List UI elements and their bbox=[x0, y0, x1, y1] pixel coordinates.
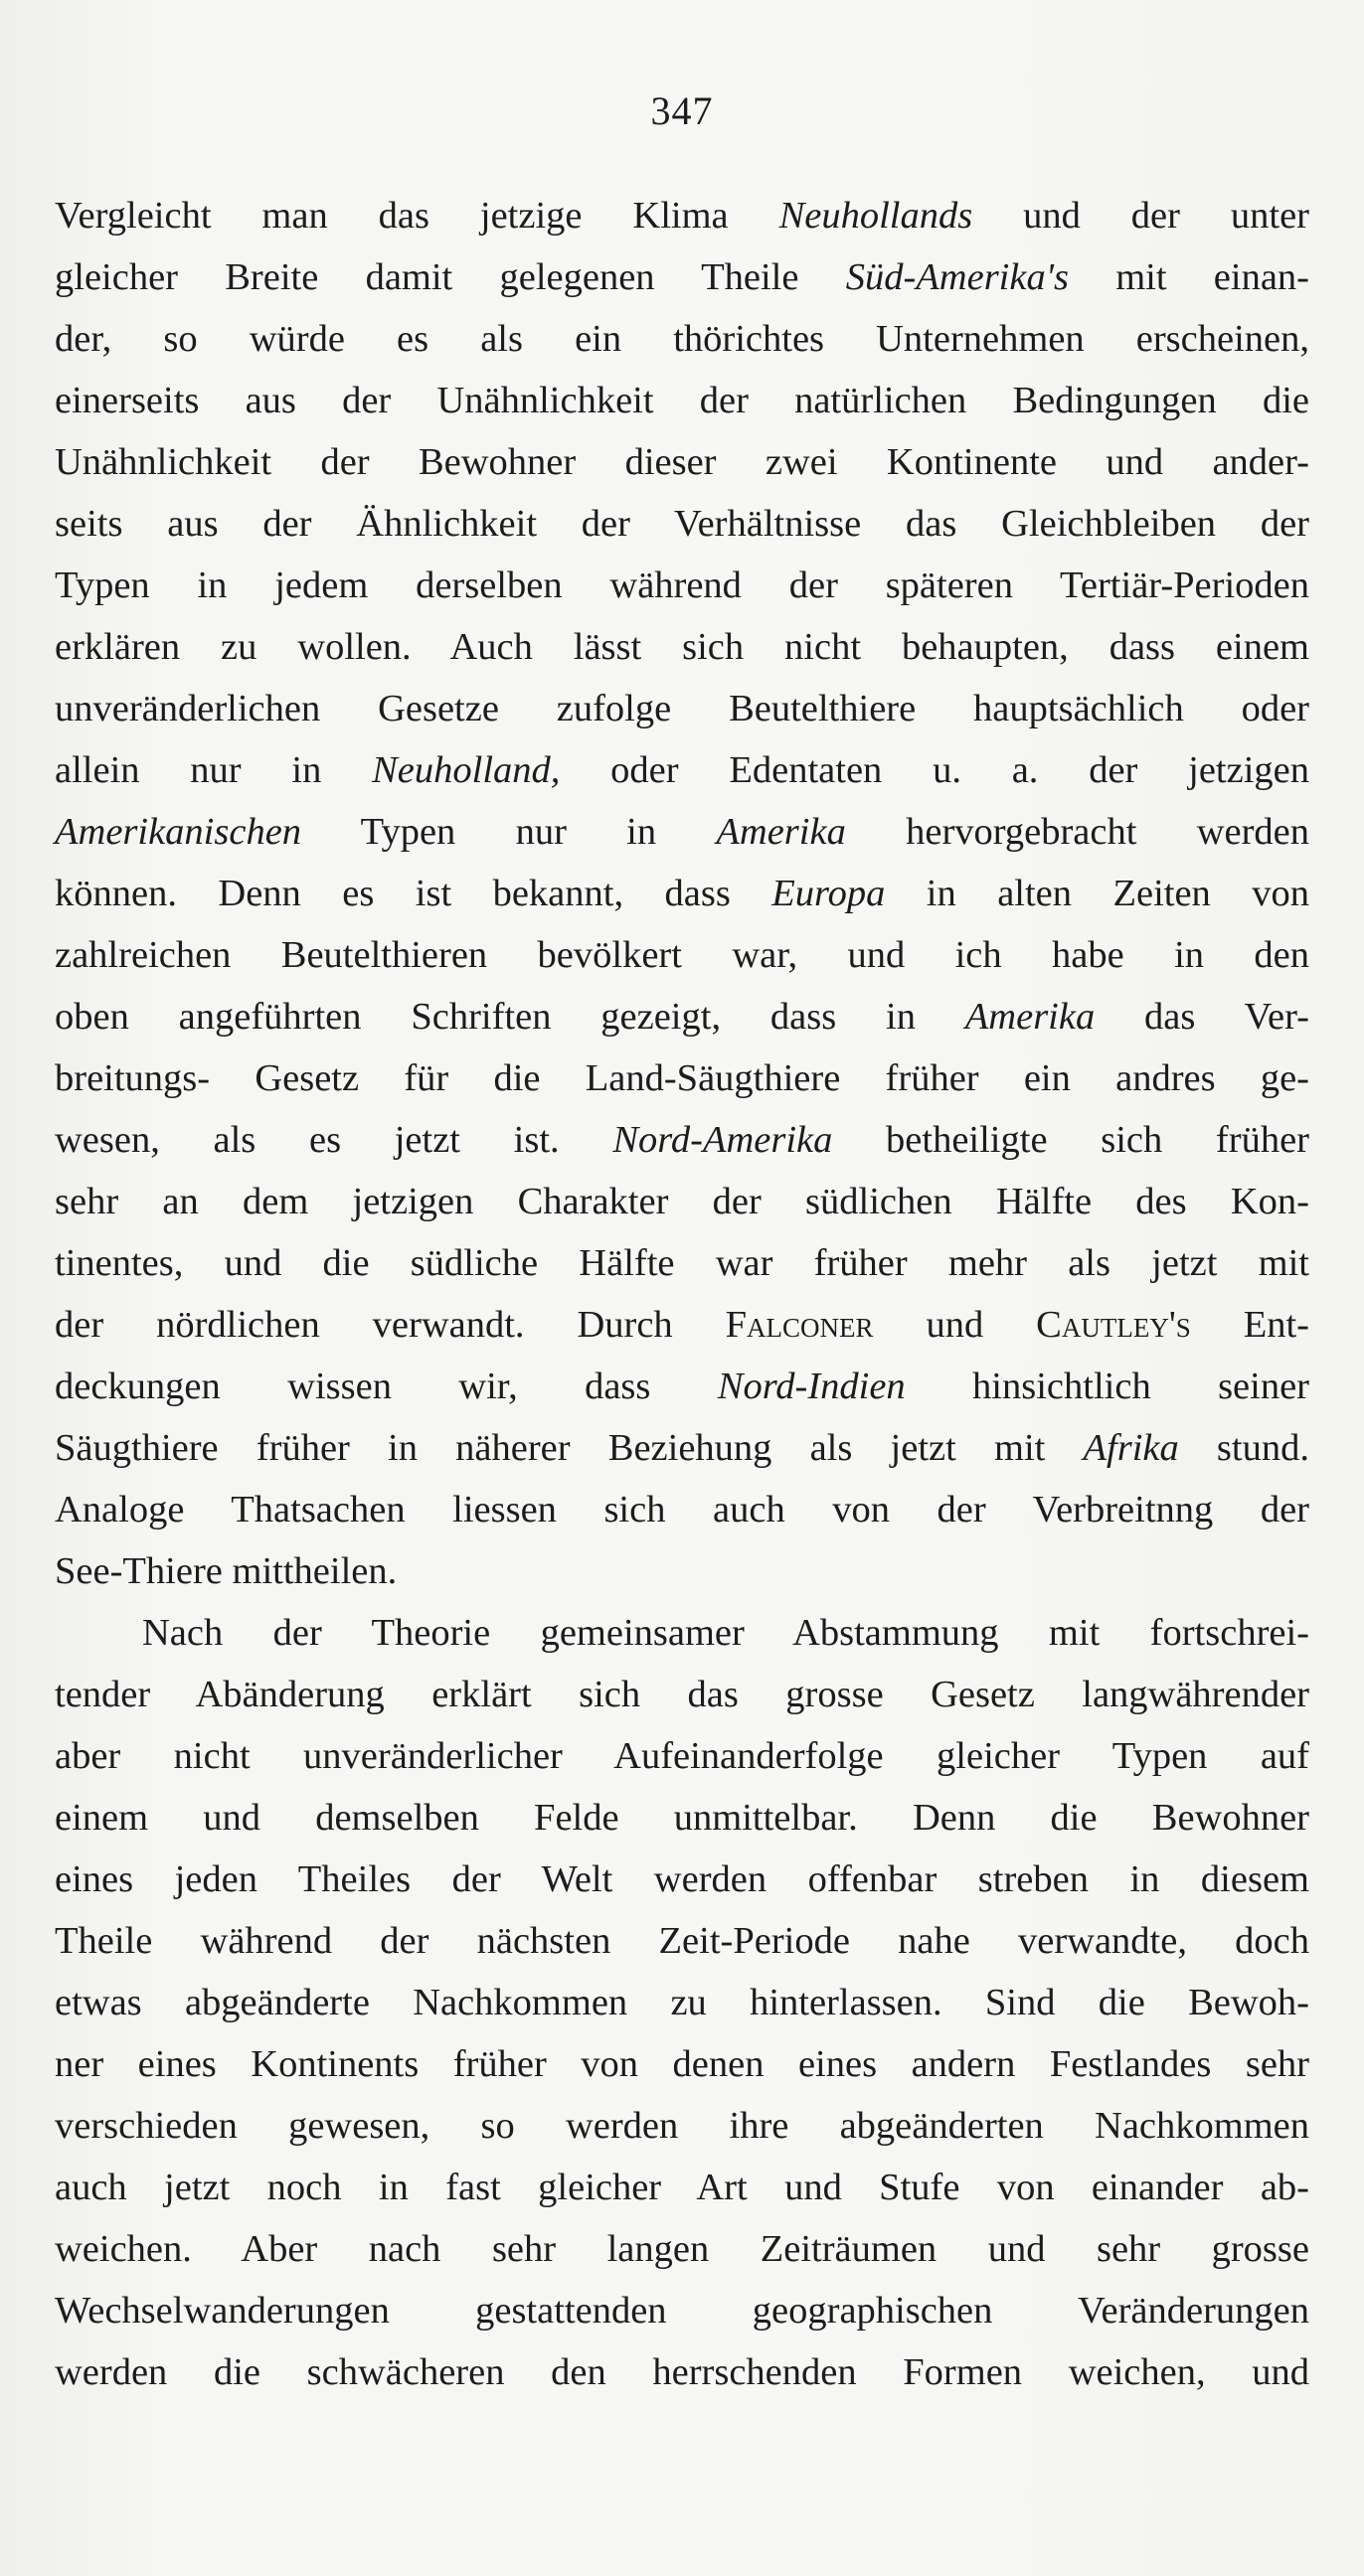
italic-text: Neuhollands bbox=[778, 195, 973, 237]
text-line bbox=[55, 493, 1309, 555]
text-run: Analoge Thatsachen liessen sich auch von der Verbreitnng der bbox=[55, 1489, 1309, 1530]
text-run: und bbox=[873, 1304, 1037, 1346]
small-caps-name: Falconer bbox=[725, 1304, 874, 1346]
text-line bbox=[55, 1479, 1309, 1540]
italic-text: Nord-Amerika bbox=[612, 1119, 833, 1161]
text-line bbox=[55, 308, 1309, 370]
text-run: in alten Zeiten von bbox=[885, 873, 1309, 914]
text-run: eines jeden Theiles der Welt werden offenbar streben in diesem bbox=[55, 1858, 1309, 1900]
text-line bbox=[55, 431, 1309, 493]
italic-text: Europa bbox=[771, 873, 886, 914]
text-line bbox=[55, 1232, 1309, 1294]
text-run: Wechselwanderungen gestattenden geographischen Veränderungen bbox=[55, 2290, 1309, 2332]
text-run: hervorgebracht werden bbox=[845, 811, 1309, 853]
text-line bbox=[55, 246, 1309, 308]
text-run: das Ver- bbox=[1095, 996, 1309, 1038]
text-run: unveränderlichen Gesetze zufolge Beutelthiere hauptsächlich oder bbox=[55, 688, 1309, 729]
text-run: oben angeführten Schriften gezeigt, dass in bbox=[55, 996, 965, 1038]
text-run: etwas abgeänderte Nachkommen zu hinterlassen. Sind die Bewoh- bbox=[55, 1982, 1309, 2023]
text-line bbox=[55, 2280, 1309, 2341]
body-text bbox=[55, 185, 1309, 2403]
text-line bbox=[55, 1171, 1309, 1232]
text-run: sehr an dem jetzigen Charakter der südlichen Hälfte des Kon- bbox=[55, 1181, 1309, 1222]
text-run: Vergleicht man das jetzige Klima bbox=[55, 195, 779, 237]
text-line bbox=[55, 801, 1309, 863]
small-caps-name: Cautley's bbox=[1036, 1304, 1191, 1346]
text-line bbox=[55, 863, 1309, 924]
text-line bbox=[55, 1787, 1309, 1849]
text-run: allein nur in bbox=[55, 749, 373, 791]
text-run: erklären zu wollen. Auch lässt sich nicht behaupten, dass einem bbox=[55, 626, 1309, 668]
text-run: See-Thiere mittheilen. bbox=[55, 1550, 398, 1592]
text-line bbox=[55, 1047, 1309, 1109]
text-run: Typen nur in bbox=[301, 811, 717, 853]
text-line bbox=[55, 616, 1309, 678]
text-line bbox=[55, 1849, 1309, 1910]
italic-text: Neuholland, bbox=[372, 749, 561, 791]
text-line bbox=[55, 1109, 1309, 1171]
italic-text: Nord-Indien bbox=[717, 1366, 906, 1407]
text-line bbox=[55, 1294, 1309, 1356]
text-line bbox=[55, 924, 1309, 986]
italic-text: Süd-Amerika's bbox=[845, 256, 1069, 298]
text-run: Ent- bbox=[1190, 1304, 1309, 1346]
text-line bbox=[55, 1972, 1309, 2033]
text-line bbox=[55, 185, 1309, 246]
italic-text: Amerika bbox=[964, 996, 1096, 1038]
text-line bbox=[55, 1910, 1309, 1972]
page-number: 347 bbox=[650, 88, 714, 133]
text-line bbox=[55, 370, 1309, 431]
text-run: wesen, als es jetzt ist. bbox=[55, 1119, 613, 1161]
text-line bbox=[55, 2033, 1309, 2095]
text-line bbox=[55, 2095, 1309, 2157]
text-run: hinsichtlich seiner bbox=[905, 1366, 1309, 1407]
text-line bbox=[55, 555, 1309, 616]
text-run: deckungen wissen wir, dass bbox=[55, 1366, 718, 1407]
text-line bbox=[55, 2157, 1309, 2218]
text-run: ner eines Kontinents früher von denen eines andern Festlandes sehr bbox=[55, 2043, 1309, 2085]
text-run: breitungs- Gesetz für die Land-Säugthiere früher ein andres ge- bbox=[55, 1057, 1309, 1099]
text-run: Theile während der nächsten Zeit-Periode nahe verwandte, doch bbox=[55, 1920, 1309, 1962]
text-line bbox=[55, 1540, 1309, 1602]
text-run: gleicher Breite damit gelegenen Theile bbox=[55, 256, 846, 298]
text-line bbox=[55, 2218, 1309, 2280]
text-line bbox=[55, 2341, 1309, 2403]
text-line bbox=[55, 678, 1309, 739]
text-run: oder Edentaten u. a. der jetzigen bbox=[560, 749, 1309, 791]
text-run: einem und demselben Felde unmittelbar. Denn die Bewohner bbox=[55, 1797, 1309, 1839]
text-line bbox=[55, 1602, 1309, 1664]
text-line bbox=[55, 1664, 1309, 1725]
text-run: zahlreichen Beutelthieren bevölkert war, und ich habe in den bbox=[55, 934, 1309, 976]
text-run: verschieden gewesen, so werden ihre abgeänderten Nachkommen bbox=[55, 2105, 1309, 2147]
text-run: der nördlichen verwandt. Durch bbox=[55, 1304, 726, 1346]
text-run: aber nicht unveränderlicher Aufeinanderfolge gleicher Typen auf bbox=[55, 1735, 1309, 1777]
text-run: Unähnlichkeit der Bewohner dieser zwei Kontinente und ander- bbox=[55, 441, 1309, 483]
text-run: tinentes, und die südliche Hälfte war früher mehr als jetzt mit bbox=[55, 1242, 1309, 1284]
text-run: Säugthiere früher in näherer Beziehung als jetzt mit bbox=[55, 1427, 1084, 1469]
text-line bbox=[55, 1356, 1309, 1417]
text-run: mit einan- bbox=[1068, 256, 1309, 298]
text-run: und der unter bbox=[972, 195, 1309, 237]
text-run: weichen. Aber nach sehr langen Zeiträumen und sehr grosse bbox=[55, 2228, 1309, 2270]
text-run: Typen in jedem derselben während der späteren Tertiär-Perioden bbox=[55, 564, 1309, 606]
text-run: werden die schwächeren den herrschenden Formen weichen, und bbox=[55, 2351, 1309, 2393]
text-line bbox=[55, 986, 1309, 1047]
text-run: einerseits aus der Unähnlichkeit der natürlichen Bedingungen die bbox=[55, 380, 1309, 421]
text-run: tender Abänderung erklärt sich das grosse Gesetz langwährender bbox=[55, 1674, 1309, 1715]
text-line bbox=[55, 1417, 1309, 1479]
text-line bbox=[55, 739, 1309, 801]
text-run: der, so würde es als ein thörichtes Unternehmen erscheinen, bbox=[55, 318, 1309, 360]
italic-text: Amerikanischen bbox=[55, 811, 302, 853]
italic-text: Afrika bbox=[1083, 1427, 1179, 1469]
text-run: können. Denn es ist bekannt, dass bbox=[55, 873, 772, 914]
text-run: auch jetzt noch in fast gleicher Art und Stufe von einander ab- bbox=[55, 2167, 1309, 2208]
text-run: betheiligte sich früher bbox=[832, 1119, 1309, 1161]
text-line bbox=[55, 1725, 1309, 1787]
text-run: seits aus der Ähnlichkeit der Verhältnisse das Gleichbleiben der bbox=[55, 503, 1309, 545]
text-run: stund. bbox=[1178, 1427, 1309, 1469]
italic-text: Amerika bbox=[716, 811, 846, 853]
text-run: Nach der Theorie gemeinsamer Abstammung mit fortschrei- bbox=[142, 1612, 1309, 1654]
